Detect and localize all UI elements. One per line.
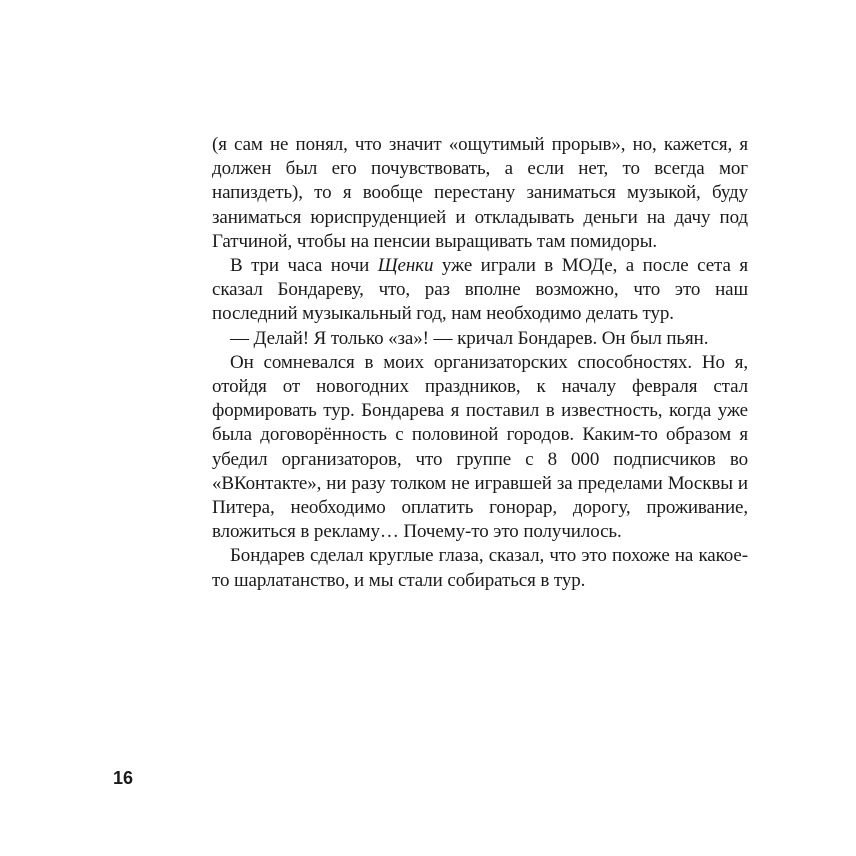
paragraph-2-before: В три часа ночи bbox=[230, 255, 378, 277]
paragraph-5: Бондарев сделал круглые глаза, сказал, что это похоже на какое-то шарлатанство, и мы стали собираться в тур. bbox=[212, 545, 748, 591]
paragraph-2-after: уже играли в МОДе, а после сета я сказал Бондареву, что, раз вполне возможно, что это наш последний музыкальный год, нам необходимо делать тур. bbox=[212, 255, 748, 325]
body-text bbox=[212, 133, 748, 593]
paragraph-1: (я сам не понял, что значит «ощутимый прорыв», но, кажется, я должен был его почувствовать, а если нет, то всегда мог напиздеть), то я вообще перестану заниматься музыкой, буду заниматься юриспруденцией и откладывать деньги на дачу под Гатчиной, чтобы на пенсии выращивать там помидоры. bbox=[212, 134, 748, 252]
paragraph-4: Он сомневался в моих организаторских способностях. Но я, отойдя от новогодних праздников, к началу февраля стал формировать тур. Бондарева я поставил в известность, когда уже была договорённость с половиной городов. Каким-то образом я убедил организаторов, что группе с 8 000 подписчиков во «ВКонтакте», ни разу толком не игравшей за пределами Москвы и Питера, необходимо оплатить гонорар, дорогу, проживание, вложиться в рекламу… Почему-то это получилось. bbox=[212, 351, 748, 543]
paragraph-2 bbox=[212, 254, 748, 327]
paragraph-3-dialogue: — Делай! Я только «за»! — кричал Бондарев. Он был пьян. bbox=[230, 327, 709, 349]
band-name-italic: Щенки bbox=[377, 255, 434, 277]
page-number: 16 bbox=[113, 768, 134, 788]
